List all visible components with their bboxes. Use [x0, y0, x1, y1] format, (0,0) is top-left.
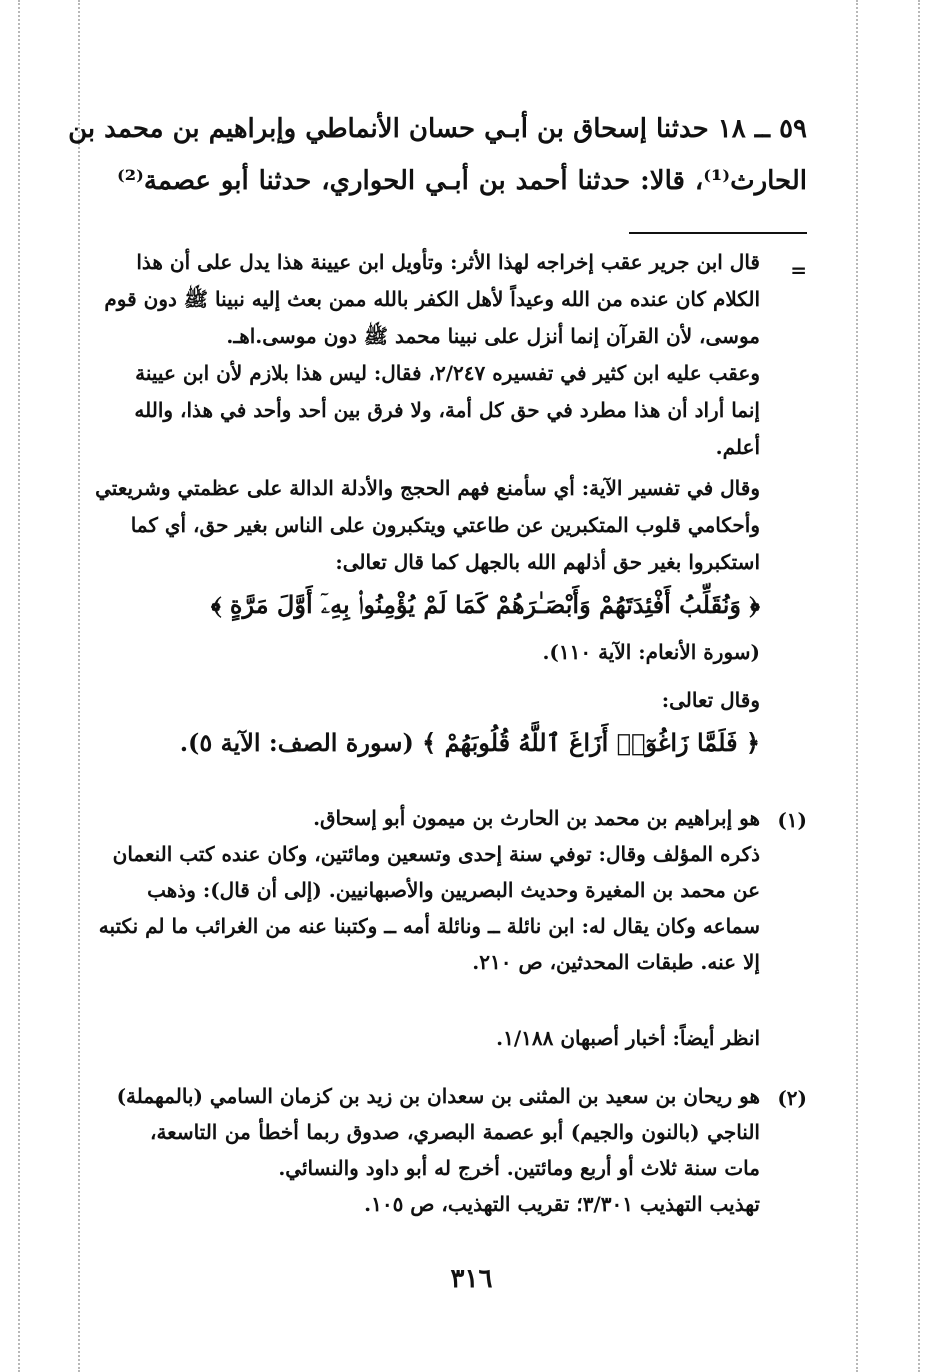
note-line: الكلام كان عنده من الله وعيداً لأهل الكفر بالله ممن بعث إليه نبينا ﷺ دون قوم [104, 287, 760, 311]
scan-guide-line [856, 0, 858, 1372]
footnote-line: ذكره المؤلف وقال: توفي سنة إحدى وتسعين ومائتين، وكان عنده كتب النعمان [112, 842, 760, 866]
footnote-line: إلا عنه. طبقات المحدثين، ص ٢١٠. [472, 950, 760, 974]
footnote-line: هو ريحان بن سعيد بن المثنى بن سعدان بن زيد بن كزمان السامي (بالمهملة) [116, 1084, 760, 1108]
surah-reference: (سورة الأنعام: الآية ١١٠). [542, 640, 760, 664]
note-line: إنما أراد أن هذا مطرد في حق كل أمة، ولا فرق بين أحد وأحد في هذا، والله [134, 398, 760, 422]
main-text-line-2: الحارث⁽¹⁾، قالا: حدثنا أحمد بن أبـي الحواري، حدثنا أبو عصمة⁽²⁾ [117, 166, 807, 196]
footnote-number: (٢) [777, 1086, 807, 1110]
scan-guide-line [78, 0, 80, 1372]
main-text-line-1: ٥٩ ــ ١٨ حدثنا إسحاق بن أبـي حسان الأنماطي وإبراهيم بن محمد بن [68, 114, 807, 144]
footnote-line: سماعه وكان يقال له: ابن نائلة ــ ونائلة أمه ــ وكتبنا عنه من الغرائب ما لم نكتبه [98, 914, 760, 938]
note-line: وعقب عليه ابن كثير في تفسيره ٢/٢٤٧، فقال: ليس هذا بلازم لأن ابن عيينة [135, 361, 760, 385]
note-line: أعلم. [715, 435, 760, 459]
footnote-number: (١) [777, 808, 807, 832]
continuation-mark: = [790, 258, 807, 282]
scan-guide-line [18, 0, 20, 1372]
scan-guide-line [918, 0, 920, 1372]
note-line: وقال في تفسير الآية: أي سأمنع فهم الحجج والأدلة الدالة على عظمتي وشريعتي [95, 476, 760, 500]
footnote-line: عن محمد بن المغيرة وحديث البصريين والأصبهانيين. (إلى أن قال): وذهب [147, 878, 760, 902]
footnote-line: هو إبراهيم بن محمد بن الحارث بن ميمون أبو إسحاق. [313, 806, 760, 830]
page-number: ٣١٦ [450, 1264, 493, 1294]
footnote-line: الناجي (بالنون والجيم) أبو عصمة البصري، صدوق ربما أخطأ من التاسعة، [150, 1120, 760, 1144]
note-line: قال ابن جرير عقب إخراجه لهذا الأثر: وتأويل ابن عيينة هذا يدل على أن هذا [136, 250, 760, 274]
quran-verse: ﴿ وَنُقَلِّبُ أَفْئِدَتَهُمْ وَأَبْصَـٰرَهُمْ كَمَا لَمْ يُؤْمِنُوا۟ بِهِۦٓ أَوَّلَ مَرَّةٍ ﴾ [210, 590, 760, 619]
note-line: وأحكامي قلوب المتكبرين عن طاعتي ويتكبرون على الناس بغير حق، أي كما [130, 513, 760, 537]
note-line: موسى، لأن القرآن إنما أنزل على نبينا محمد ﷺ دون موسى.اهـ. [226, 324, 760, 348]
footnote-line: مات سنة ثلاث أو أربع ومائتين. أخرج له أبو داود والنسائي. [278, 1156, 760, 1180]
note-line: استكبروا بغير حق أذلهم الله بالجهل كما قال تعالى: [335, 550, 760, 574]
note-line: وقال تعالى: [661, 688, 760, 712]
quran-verse: ﴿ فَلَمَّا زَاغُوٓا۟ أَزَاغَ ٱللَّهُ قُلُوبَهُمْ ﴾ (سورة الصف: الآية ٥). [179, 728, 760, 757]
footnote-separator [629, 232, 807, 234]
footnote-line: انظر أيضاً: أخبار أصبهان ١/١٨٨. [496, 1026, 760, 1050]
footnote-line: تهذيب التهذيب ٣/٣٠١؛ تقريب التهذيب، ص ١٠٥. [364, 1192, 760, 1216]
